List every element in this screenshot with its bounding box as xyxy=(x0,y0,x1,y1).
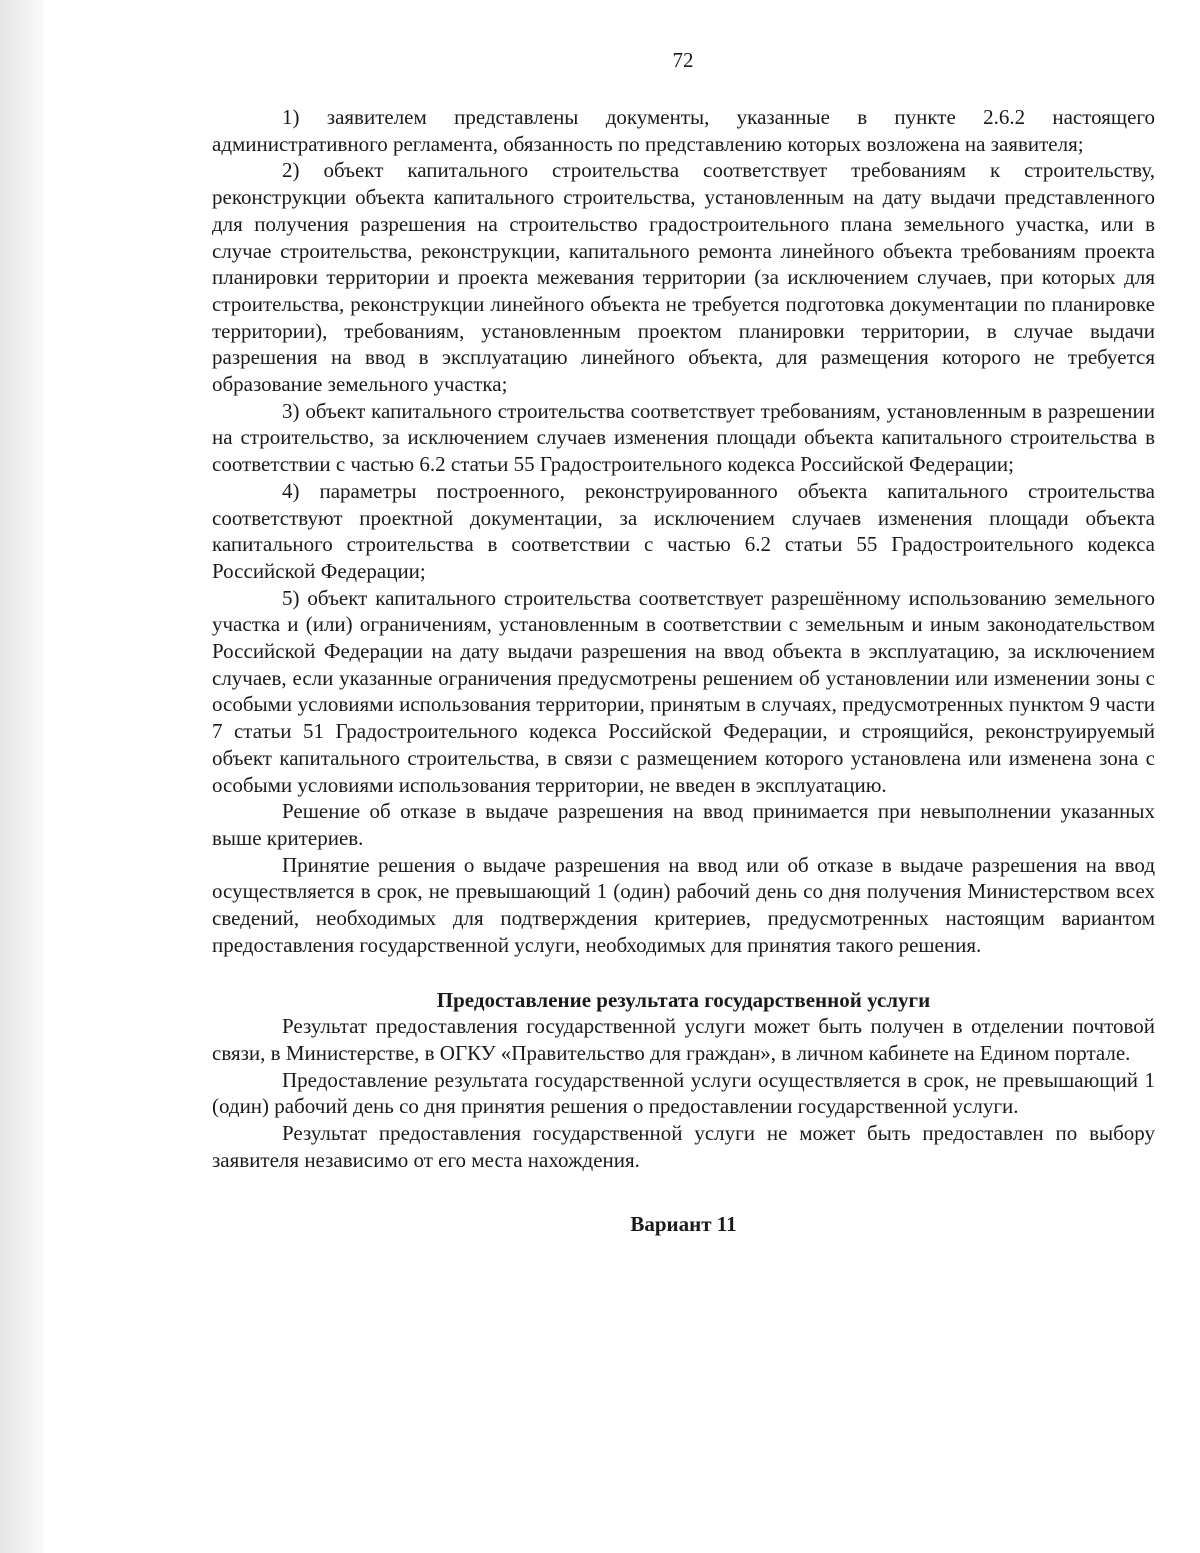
document-body xyxy=(212,104,1155,1238)
criterion-4-paragraph: 4) параметры построенного, реконструированного объекта капитального строительства соответствуют проектной документации, за исключением случаев изменения площади объекта капитального строительства в соответствии с частью 6.2 статьи 55 Градостроительного кодекса Российской Федерации; xyxy=(212,478,1155,583)
scan-edge-shadow xyxy=(0,0,44,1553)
refusal-paragraph: Решение об отказе в выдаче разрешения на ввод принимается при невыполнении указанных выше критериев. xyxy=(212,799,1155,850)
criterion-3-paragraph: 3) объект капитального строительства соответствует требованиям, установленным в разрешении на строительство, за исключением случаев изменения площади объекта капитального строительства в соответствии с частью 6.2 статьи 55 Градостроительного кодекса Российской Федерации; xyxy=(212,398,1155,477)
variant-heading: Вариант 11 xyxy=(630,1212,737,1237)
result-term-paragraph: Предоставление результата государственной услуги осуществляется в срок, не превышающий 1 (один) рабочий день со дня принятия решения о предоставлении государственной услуги. xyxy=(212,1067,1155,1119)
result-channels-paragraph: Результат предоставления государственной услуги может быть получен в отделении почтовой связи, в Министерстве, в ОГКУ «Правительство для граждан», в личном кабинете на Едином портале. xyxy=(212,1014,1155,1065)
decision-term-paragraph: Принятие решения о выдаче разрешения на ввод или об отказе в выдаче разрешения на ввод осуществляется в срок, не превышающий 1 (один) рабочий день со дня получения Министерством всех сведений, необходимых для подтверждения критериев, предусмотренных настоящим вариантом предоставления государственной услуги, необходимых для принятия такого решения. xyxy=(212,852,1155,957)
criterion-1-paragraph: 1) заявителем представлены документы, указанные в пункте 2.6.2 настоящего административного регламента, обязанность по представлению которых возложена на заявителя; xyxy=(212,105,1155,156)
result-location-paragraph: Результат предоставления государственной услуги не может быть предоставлен по выбору заявителя независимо от его места нахождения. xyxy=(212,1121,1155,1172)
section-heading: Предоставление результата государственной услуги xyxy=(436,987,931,1012)
page-number: 72 xyxy=(672,48,694,72)
criterion-2-paragraph: 2) объект капитального строительства соответствует требованиям к строительству, реконструкции объекта капитального строительства, установленным на дату выдачи представленного для получения разрешения на строительство градостроительного плана земельного участка, или в случае строительства, реконструкции, капитального ремонта линейного объекта требованиям проекта планировки территории и проекта межевания территории (за исключением случаев, при которых для строительства, реконструкции линейного объекта не требуется подготовка документации по планировке территории), требованиям, установленным проектом планировки территории, в случае выдачи разрешения на ввод в эксплуатацию линейного объекта, для размещения которого не требуется образование земельного участка; xyxy=(212,158,1155,397)
criterion-5-paragraph: 5) объект капитального строительства соответствует разрешённому использованию земельного участка и (или) ограничениям, установленным в соответствии с земельным и иным законодательством Российской Федерации на дату выдачи разрешения на ввод объекта в эксплуатацию, за исключением случаев, если указанные ограничения предусмотрены решением об установлении или изменении зоны с особыми условиями использования территории, принятым в случаях, предусмотренных пунктом 9 части 7 статьи 51 Градостроительного кодекса Российской Федерации, и строящийся, реконструируемый объект капитального строительства, в связи с размещением которого установлена или изменена зона с особыми условиями использования территории, не введен в эксплуатацию. xyxy=(212,585,1155,797)
